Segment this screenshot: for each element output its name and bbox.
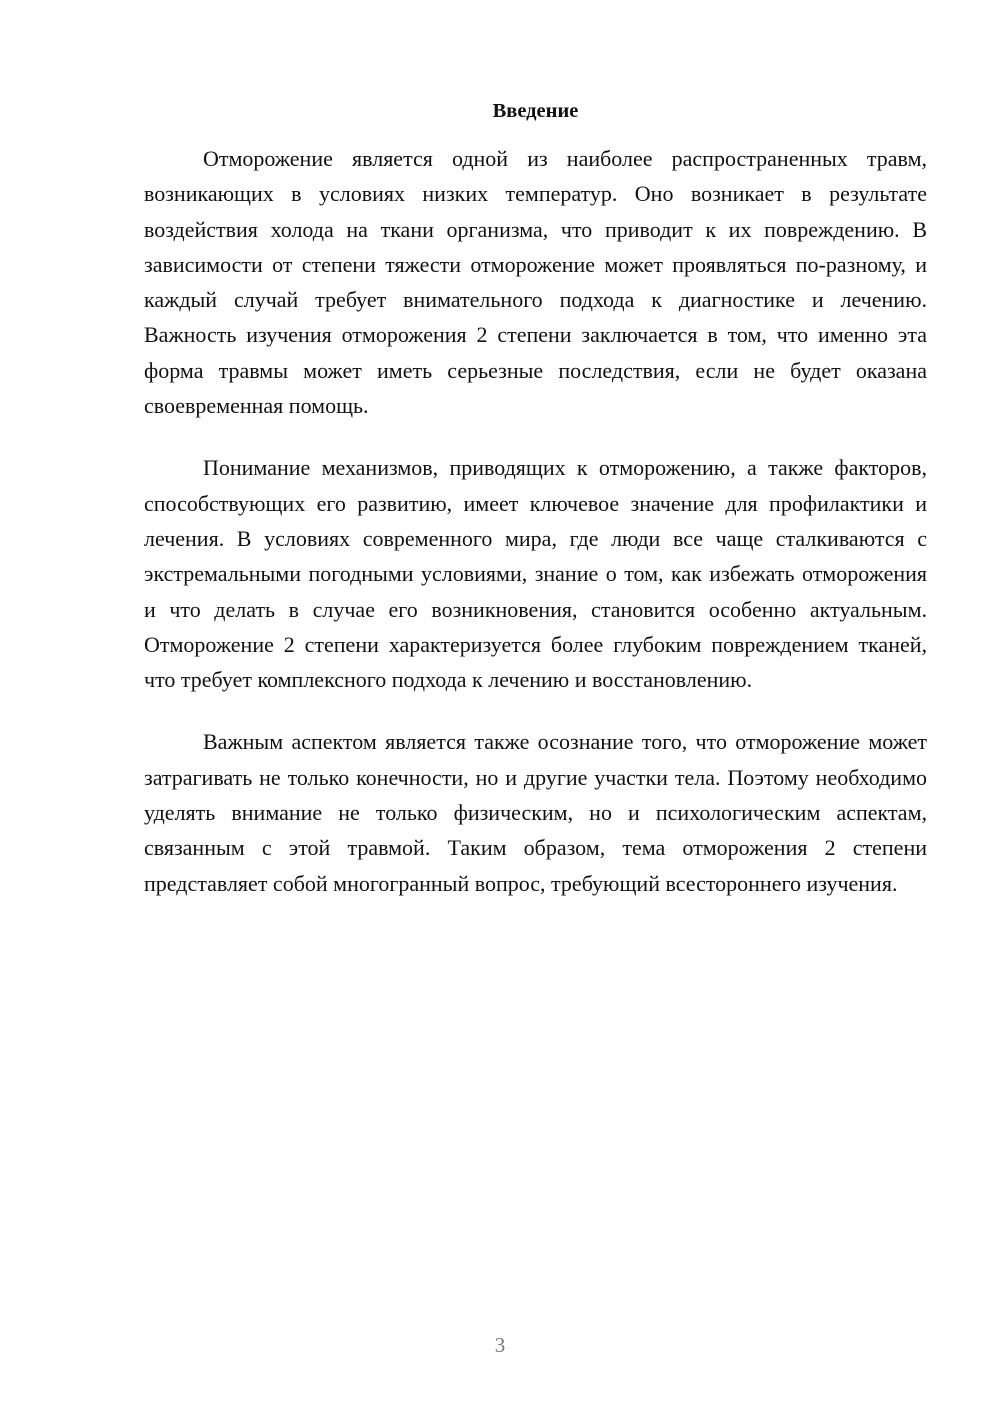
page-body bbox=[144, 94, 927, 928]
page-number: 3 bbox=[494, 1333, 506, 1357]
section-title: Введение bbox=[492, 100, 579, 122]
paragraph-1: Отморожение является одной из наиболее распространенных травм, возникающих в условиях низких температур. Оно возникает в результате воздействия холода на ткани организма, что приводит к их повреждению. В зависимости от степени тяжести отморожение может проявляться по-разному, и каждый случай требует внимательного подхода к диагностике и лечению. Важность изучения отморожения 2 степени заключается в том, что именно эта форма травмы может иметь серьезные последствия, если не будет оказана своевременная помощь. bbox=[144, 146, 927, 419]
paragraph-3: Важным аспектом является также осознание того, что отморожение может затрагивать не только конечности, но и другие участки тела. Поэтому необходимо уделять внимание не только физическим, но и психологическим аспектам, связанным с этой травмой. Таким образом, тема отморожения 2 степени представляет собой многогранный вопрос, требующий всестороннего изучения. bbox=[144, 729, 927, 896]
paragraph-2: Понимание механизмов, приводящих к отморожению, а также факторов, способствующих его развитию, имеет ключевое значение для профилактики и лечения. В условиях современного мира, где люди все чаще сталкиваются с экстремальными погодными условиями, знание о том, как избежать отморожения и что делать в случае его возникновения, становится особенно актуальным. Отморожение 2 степени характеризуется более глубоким повреждением тканей, что требует комплексного подхода к лечению и восстановлению. bbox=[144, 455, 927, 693]
